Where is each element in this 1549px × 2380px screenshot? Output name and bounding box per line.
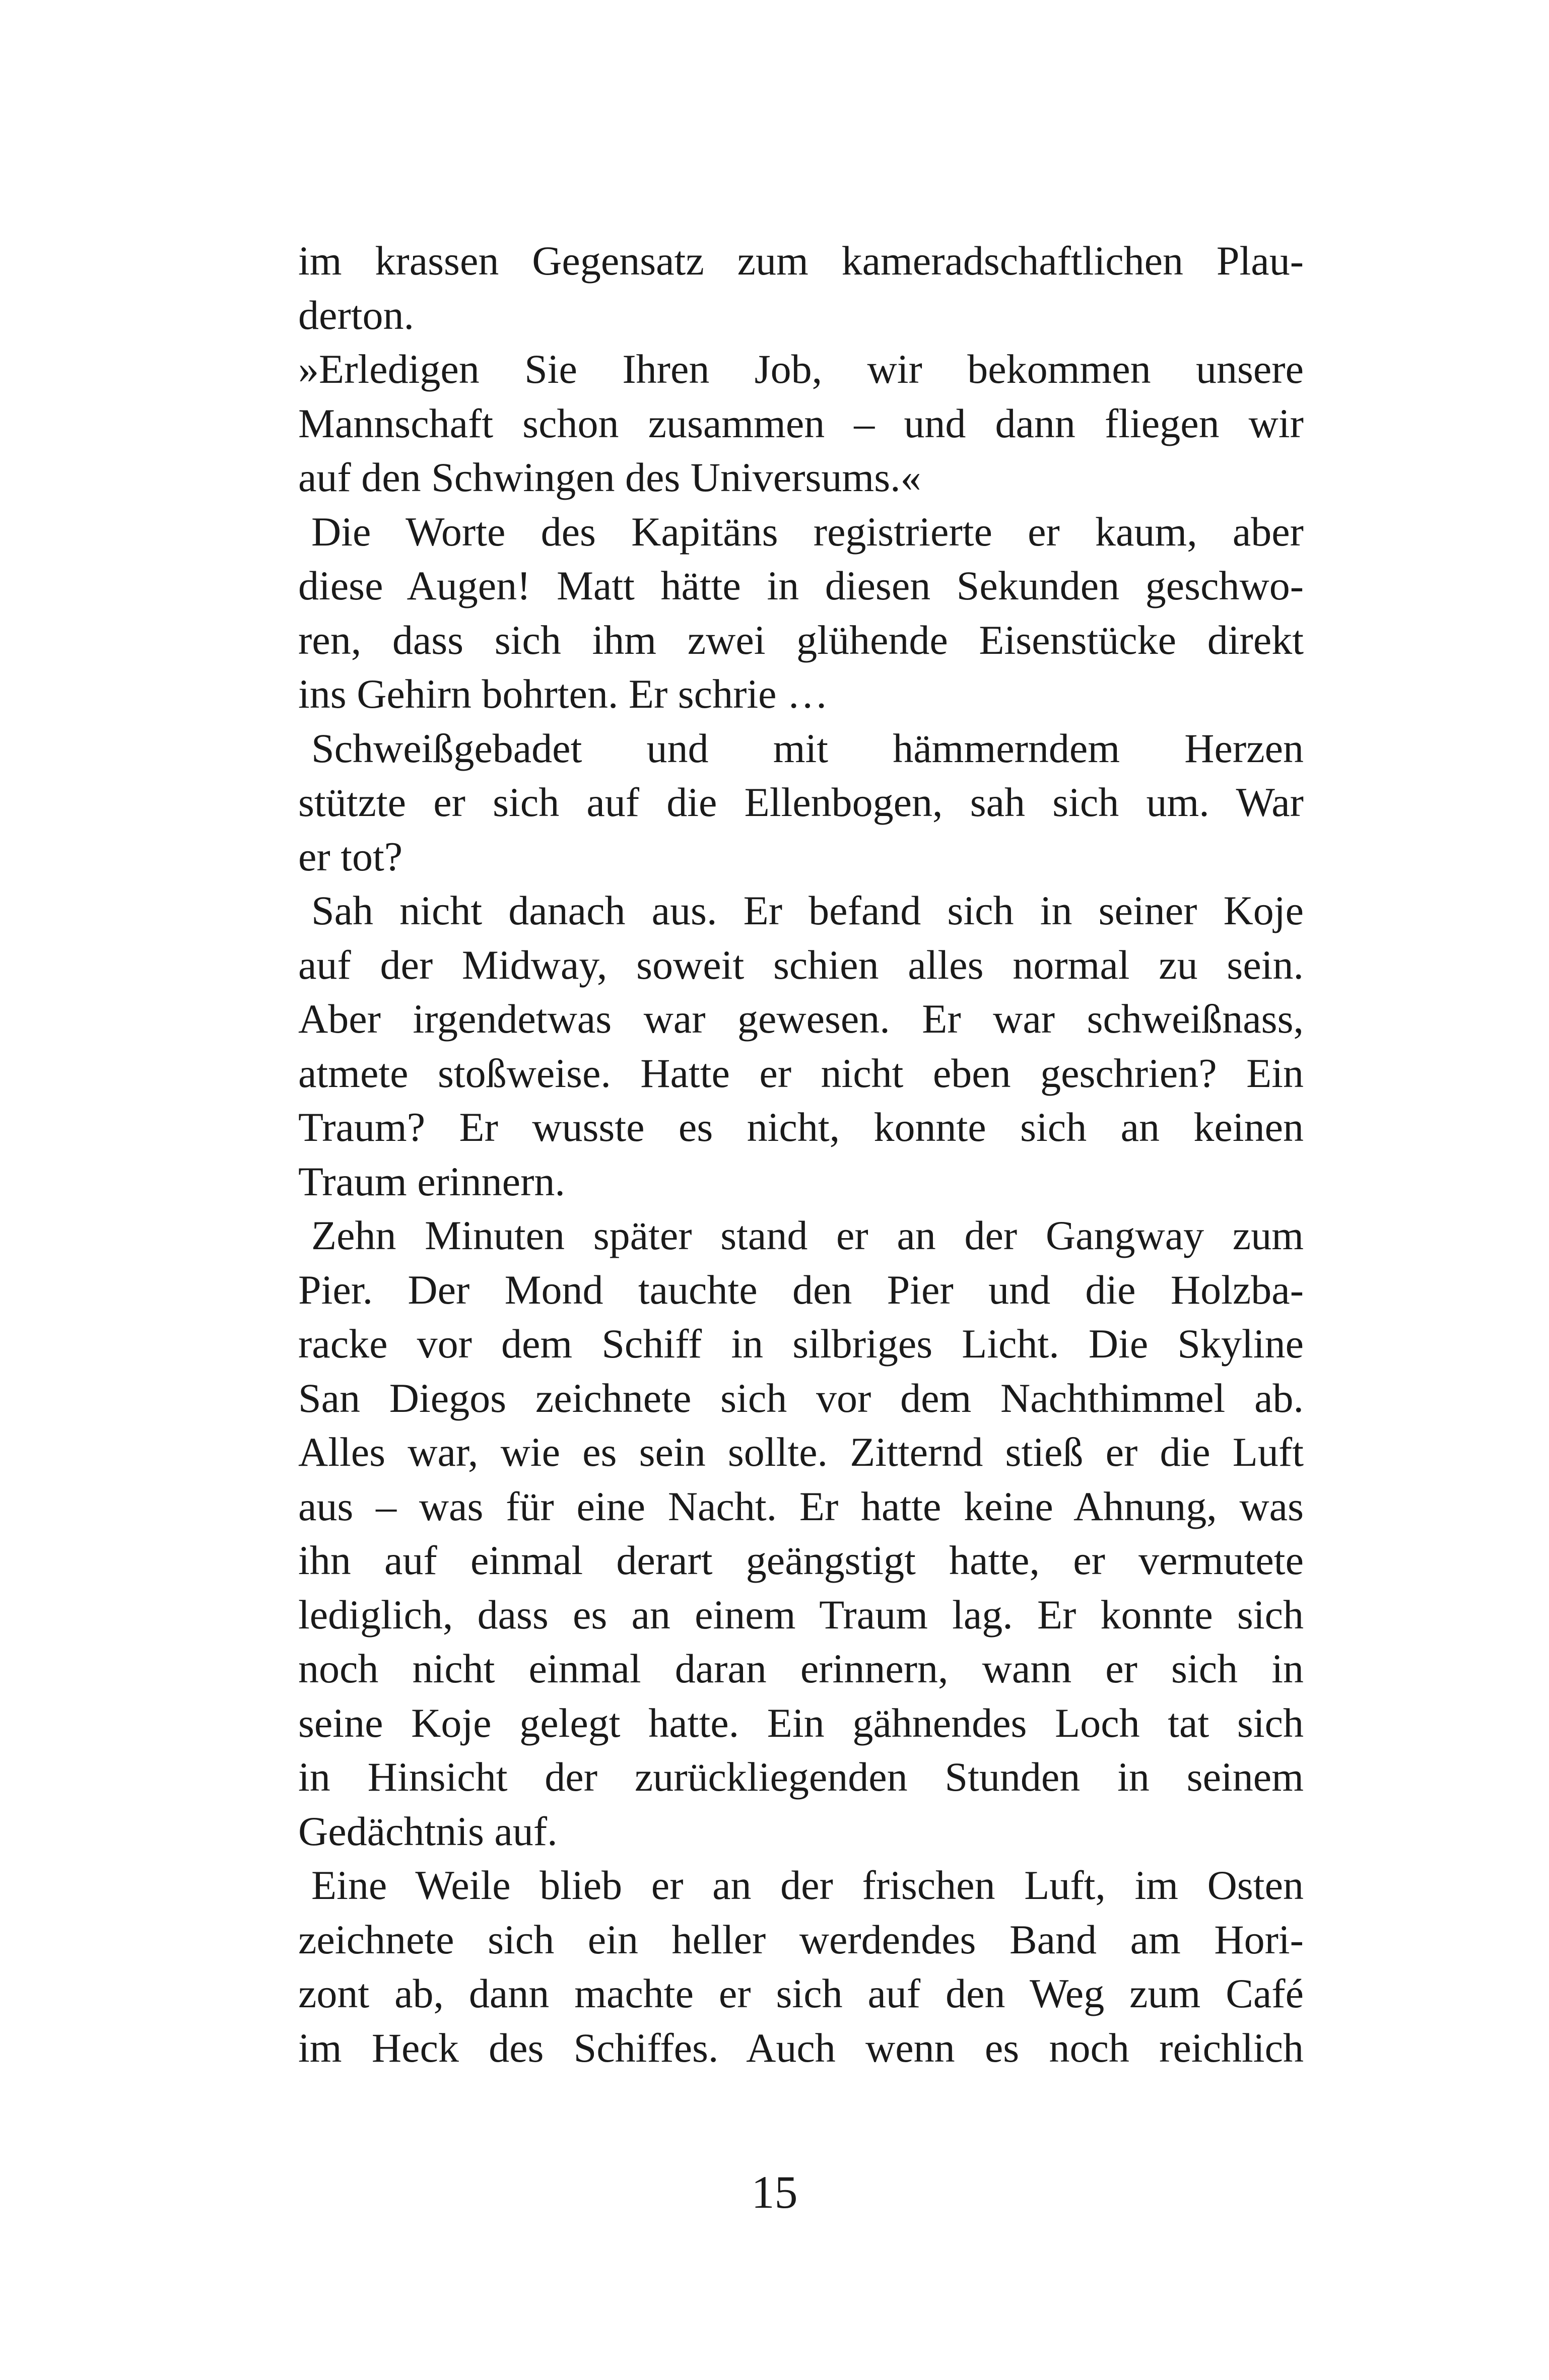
text-line: Sah nicht danach aus. Er befand sich in seiner Koje xyxy=(311,888,1304,933)
text-line: im Heck des Schiffes. Auch wenn es noch reichlich xyxy=(298,2024,1304,2071)
text-line: er tot? xyxy=(298,833,403,879)
paragraph xyxy=(298,342,1304,505)
page-number: 15 xyxy=(751,2166,798,2218)
text-line: »Erledigen Sie Ihren Job, wir bekommen unsere xyxy=(298,346,1304,392)
text-line: in Hinsicht der zurückliegenden Stunden in seinem xyxy=(298,1754,1304,1800)
text-line: Pier. Der Mond tauchte den Pier und die Holzba- xyxy=(298,1266,1304,1313)
paragraph xyxy=(298,1208,1304,1858)
text-line: auf der Midway, soweit schien alles normal zu sein. xyxy=(298,941,1304,988)
text-line: Gedächtnis auf. xyxy=(298,1808,558,1854)
text-line: Zehn Minuten später stand er an der Gangway zum xyxy=(311,1212,1304,1258)
text-line: Aber irgendetwas war gewesen. Er war schweißnass, xyxy=(298,996,1304,1042)
text-line: seine Koje gelegt hatte. Ein gähnendes Loch tat sich xyxy=(298,1699,1304,1746)
text-line: Eine Weile blieb er an der frischen Luft, im Osten xyxy=(311,1862,1304,1908)
text-line: racke vor dem Schiff in silbriges Licht. Die Skyline xyxy=(298,1321,1304,1367)
text-line: derton. xyxy=(298,292,414,338)
text-line: Mannschaft schon zusammen – und dann fliegen wir xyxy=(298,400,1304,446)
text-line: ins Gehirn bohrten. Er schrie … xyxy=(298,671,829,717)
text-line: Traum erinnern. xyxy=(298,1158,565,1204)
text-line: Alles war, wie es sein sollte. Zitternd stieß er die Luft xyxy=(298,1429,1304,1475)
text-line: aus – was für eine Nacht. Er hatte keine Ahnung, was xyxy=(298,1483,1304,1529)
text-line: Die Worte des Kapitäns registrierte er kaum, aber xyxy=(311,508,1304,555)
paragraph xyxy=(298,1858,1304,2075)
text-line: ren, dass sich ihm zwei glühende Eisenstücke direkt xyxy=(298,617,1304,663)
paragraph xyxy=(298,883,1304,1208)
text-line: auf den Schwingen des Universums.« xyxy=(298,454,921,500)
text-line: Schweißgebadet und mit hämmerndem Herzen xyxy=(311,725,1304,771)
text-line: lediglich, dass es an einem Traum lag. Er konnte sich xyxy=(298,1591,1304,1638)
text-line: noch nicht einmal daran erinnern, wann er sich in xyxy=(298,1646,1304,1691)
text-line: stützte er sich auf die Ellenbogen, sah sich um. War xyxy=(298,779,1304,825)
text-line: zeichnete sich ein heller werdendes Band am Hori- xyxy=(298,1916,1304,1962)
paragraph xyxy=(298,721,1304,884)
text-line: ihn auf einmal derart geängstigt hatte, er vermutete xyxy=(298,1537,1304,1583)
text-line: Traum? Er wusste es nicht, konnte sich an keinen xyxy=(298,1104,1304,1150)
body-text xyxy=(298,234,1304,2075)
text-line: im krassen Gegensatz zum kameradschaftlichen Plau- xyxy=(298,238,1304,284)
text-line: San Diegos zeichnete sich vor dem Nachthimmel ab. xyxy=(298,1375,1304,1421)
paragraph xyxy=(298,234,1304,342)
paragraph xyxy=(298,505,1304,721)
text-line: atmete stoßweise. Hatte er nicht eben geschrien? Ein xyxy=(298,1050,1304,1096)
text-line: zont ab, dann machte er sich auf den Weg zum Café xyxy=(298,1970,1304,2016)
text-line: diese Augen! Matt hätte in diesen Sekunden geschwo- xyxy=(298,563,1304,608)
